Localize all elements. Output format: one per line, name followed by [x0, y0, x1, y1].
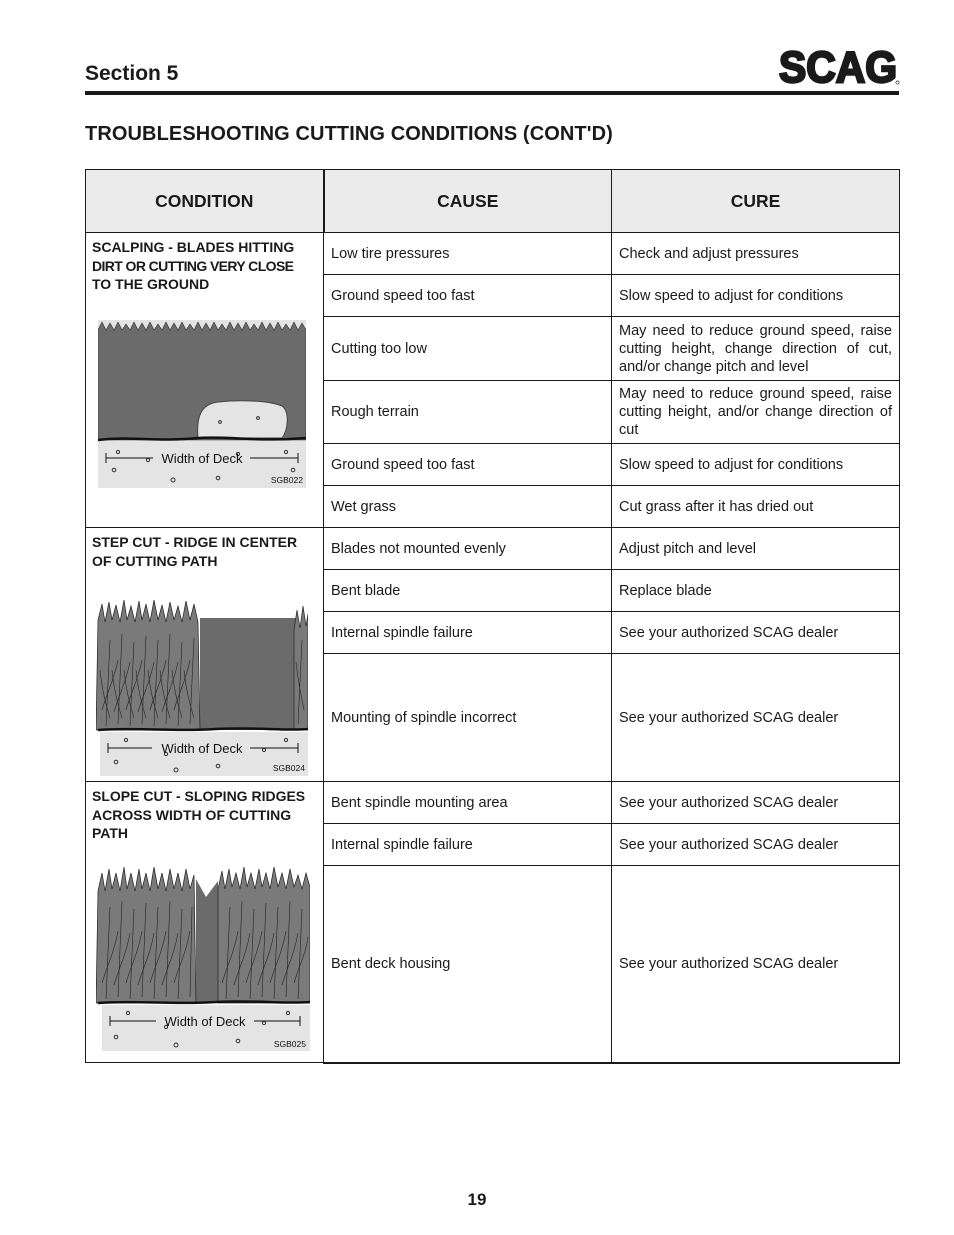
condition-cell-scalping — [86, 233, 324, 528]
page-number: 19 — [467, 1190, 487, 1209]
cure-cell: See your authorized SCAG dealer — [612, 654, 900, 782]
troubleshooting-table — [85, 169, 900, 1064]
table-row — [86, 528, 900, 570]
cause-cell: Internal spindle failure — [324, 612, 612, 654]
cause-cell: Mounting of spindle incorrect — [324, 654, 612, 782]
cure-cell: See your authorized SCAG dealer — [612, 824, 900, 866]
figure-code: SGB024 — [272, 763, 305, 773]
slope-cut-figure — [96, 867, 310, 1051]
column-header-cause: CAUSE — [324, 170, 612, 233]
column-header-cure: CURE — [612, 170, 900, 233]
cure-cell: See your authorized SCAG dealer — [612, 866, 900, 1063]
cause-cell: Bent spindle mounting area — [324, 782, 612, 824]
cause-cell: Ground speed too fast — [324, 444, 612, 486]
figure-caption: Width of Deck — [164, 1013, 246, 1029]
condition-cell-step-cut — [86, 528, 324, 782]
cause-cell: Cutting too low — [324, 317, 612, 381]
cause-cell: Low tire pressures — [324, 233, 612, 275]
cause-cell: Internal spindle failure — [324, 824, 612, 866]
figure-code: SGB022 — [270, 474, 303, 485]
column-header-condition: CONDITION — [86, 170, 324, 233]
table-row — [86, 782, 900, 824]
cure-cell: Replace blade — [612, 570, 900, 612]
page-title: TROUBLESHOOTING CUTTING CONDITIONS (CONT'D) — [85, 123, 613, 145]
cure-cell: May need to reduce ground speed, raise cutting height, and/or change direction of cut — [612, 381, 900, 444]
cure-cell: Slow speed to adjust for conditions — [612, 275, 900, 317]
figure-caption: Width of Deck — [161, 450, 243, 466]
cause-cell: Bent blade — [324, 570, 612, 612]
table-header-row — [86, 170, 900, 233]
cure-cell: Slow speed to adjust for conditions — [612, 444, 900, 486]
condition-text: STEP CUT - RIDGE IN CENTER OF CUTTING PATH — [92, 534, 298, 569]
condition-text: SLOPE CUT - SLOPING RIDGES ACROSS WIDTH OF CUTTING PATH — [92, 788, 306, 841]
table-row — [86, 233, 900, 275]
cure-cell: See your authorized SCAG dealer — [612, 782, 900, 824]
logo-text: SCAG — [779, 44, 897, 86]
condition-text: SCALPING - BLADES HITTING DIRT OR CUTTING VERY CLOSE TO THE GROUND — [92, 239, 295, 292]
scalping-figure — [98, 320, 306, 488]
cure-cell: Adjust pitch and level — [612, 528, 900, 570]
cause-cell: Ground speed too fast — [324, 275, 612, 317]
condition-cell-slope-cut — [86, 782, 324, 1063]
cure-cell: Cut grass after it has dried out — [612, 486, 900, 528]
step-cut-figure — [96, 600, 308, 776]
scag-logo — [778, 44, 900, 86]
cure-cell: May need to reduce ground speed, raise cutting height, change direction of cut, and/or change pitch and level — [612, 317, 900, 381]
cure-cell: Check and adjust pressures — [612, 233, 900, 275]
header-rule — [85, 91, 899, 95]
cause-cell: Bent deck housing — [324, 866, 612, 1063]
section-label: Section 5 — [85, 62, 179, 85]
figure-caption: Width of Deck — [161, 741, 243, 756]
cause-cell: Rough terrain — [324, 381, 612, 444]
figure-code: SGB025 — [273, 1038, 306, 1049]
cause-cell: Wet grass — [324, 486, 612, 528]
cause-cell: Blades not mounted evenly — [324, 528, 612, 570]
cure-cell: See your authorized SCAG dealer — [612, 612, 900, 654]
